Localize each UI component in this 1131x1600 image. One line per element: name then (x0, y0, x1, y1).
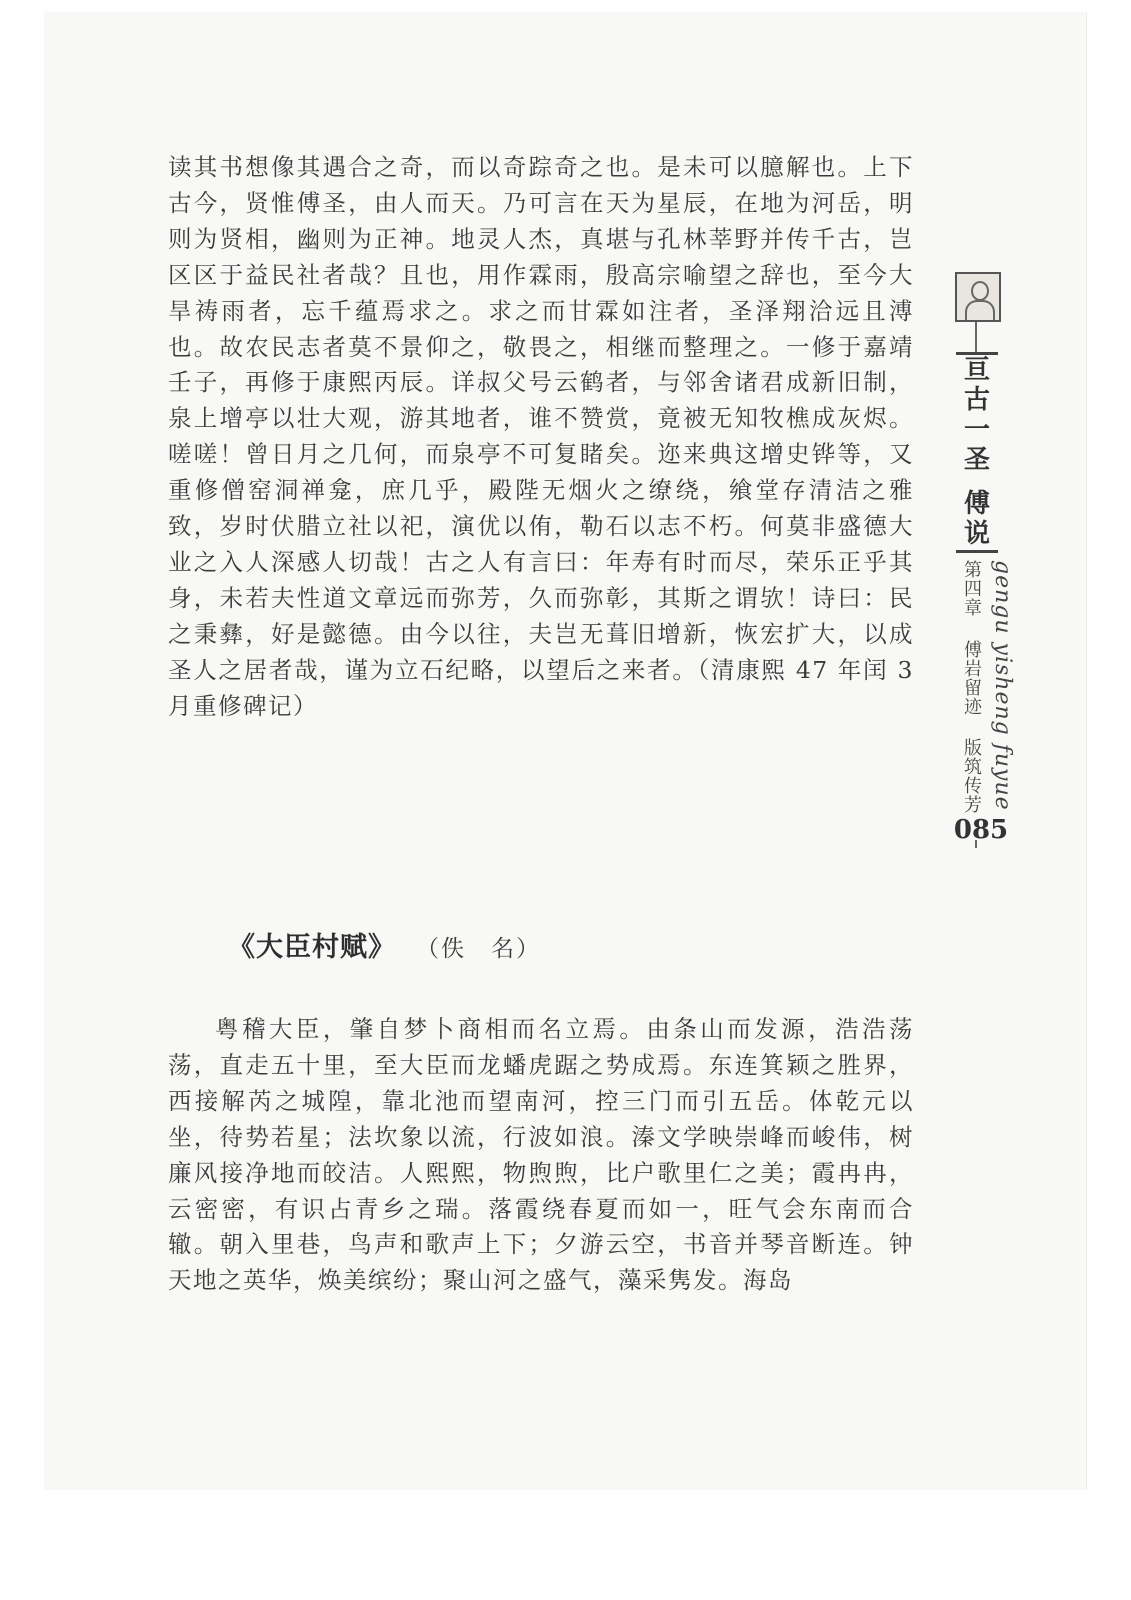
series-char: 亘 (963, 355, 990, 385)
section-paragraph: 粤稽大臣，肇自梦卜商相而名立焉。由条山而发源，浩浩荡荡，直走五十里，至大臣而龙蟠虎踞之势成焉。东连箕颖之胜界，西接解芮之城隍，靠北池而望南河，控三门而引五岳。体乾元以坐，待势若星；法坎象以流，行波如浪。溱文学映崇峰而峻伟，树廉风接净地而皎洁。人熙熙，物煦煦，比户歌里仁之美；霞冉冉，云密密，有识占青乡之瑞。落霞绕春夏而如一，旺气会东南而合辙。朝入里巷，鸟声和歌声上下；夕游云空，书音并琴音断连。钟天地之英华，焕美缤纷；聚山河之盛气，藻采隽发。海岛 (168, 1015, 914, 1295)
series-char: 圣 (963, 445, 990, 475)
body-text-block (168, 150, 914, 725)
section-heading (228, 925, 541, 964)
series-char: 一 (963, 415, 990, 445)
portrait-icon (955, 272, 1001, 322)
chapter-subtitle: 版筑传芳 (961, 738, 982, 815)
series-char: 说 (963, 519, 990, 549)
series-title (956, 352, 998, 553)
continued-paragraph: 读其书想像其遇合之奇，而以奇踪奇之也。是未可以臆解也。上下古今，贤惟傅圣，由人而天。乃可言在天为星辰，在地为河岳，明则为贤相，幽则为正神。地灵人杰，真堪与孔林莘野并传千古，岂区区于益民社者哉？且也，用作霖雨，殷高宗喻望之辞也，至今大旱祷雨者，忘千蕴焉求之。求之而甘霖如注者，圣泽翔洽远且溥也。故农民志者莫不景仰之，敬畏之，相继而整理之。一修于嘉靖壬子，再修于康熙丙辰。详叔父号云鹤者，与邻舍诸君成新旧制，泉上增亭以壮大观，游其地者，谁不赞赏，竟被无知牧樵成灰烬。嗟嗟！曾日月之几何，而泉亭不可复睹矣。迩来典这增史铧等，又重修僧窑洞禅龛，庶几乎，殿陛无烟火之缭绕，飨堂存清洁之雅致，岁时伏腊立社以祀，演优以侑，勒石以志不朽。何莫非盛德大业之入人深感人切哉！古之人有言曰：年寿有时而尽，荣乐正乎其身，未若夫性道文章远而弥芳，久而弥彰，其斯之谓欤！诗曰：民之秉彝，好是懿德。由今以往，夫岂无葺旧增新，恢宏扩大，以成圣人之居者哉，谨为立石纪略，以望后之来者。（清康熙 47 年闰 3 月重修碑记） (168, 153, 914, 720)
chapter-label (958, 560, 984, 814)
sidebar-rule (975, 322, 977, 352)
series-char: 傅 (963, 489, 990, 519)
section-author: （佚 名） (416, 936, 541, 962)
chapter-title: 傅岩留迹 (961, 639, 982, 716)
series-char: 古 (963, 385, 990, 415)
section-body (168, 1012, 914, 1299)
page-number: 085 (953, 815, 1009, 845)
chapter-number: 第四章 (961, 560, 982, 617)
section-title: 《大臣村赋》 (228, 932, 396, 963)
series-pinyin: gengu yisheng fuyue (990, 560, 1015, 811)
